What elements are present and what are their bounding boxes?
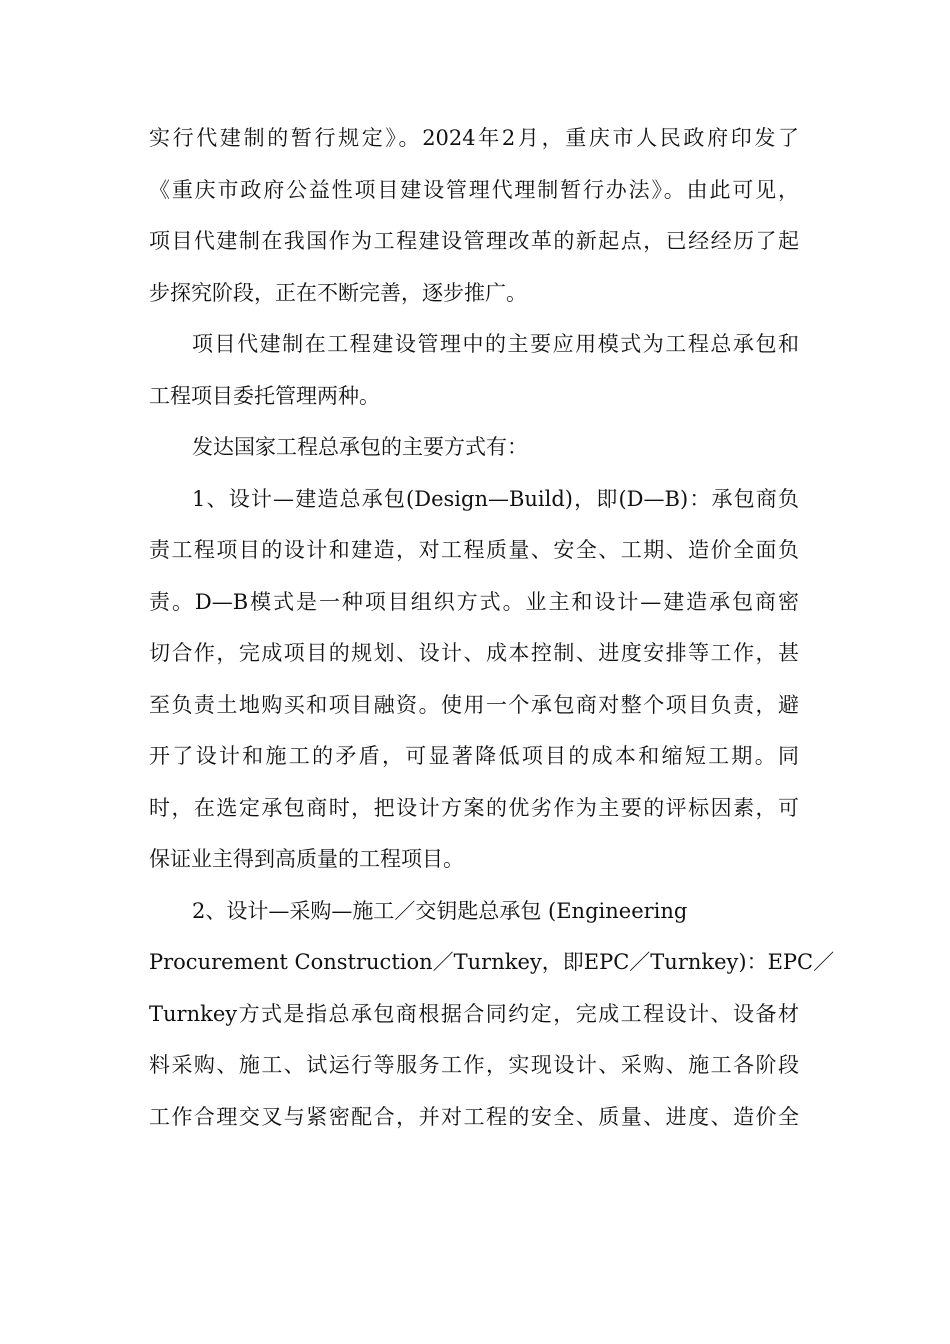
text-line: 责。D—B模式是一种项目组织方式。业主和设计—建造承包商密 bbox=[149, 589, 799, 614]
text-line: Turnkey方式是指总承包商根据合同约定，完成工程设计、设备材 bbox=[149, 1001, 799, 1026]
text-line: 实行代建制的暂行规定》。2024年2月，重庆市人民政府印发了 bbox=[149, 126, 799, 150]
text-line: 项目代建制在我国作为工程建设管理改革的新起点，已经经历了起 bbox=[149, 229, 799, 253]
text-line: 切合作，完成项目的规划、设计、成本控制、进度安排等工作，甚 bbox=[149, 641, 799, 665]
document-body bbox=[149, 113, 835, 1143]
list-item-2-first-line: 2、设计—采购—施工／交钥匙总承包 (Engineering bbox=[192, 898, 688, 923]
text-line: Procurement Construction／Turnkey，即EPC／Turnkey)：EPC／ bbox=[149, 950, 835, 974]
text-line: 时，在选定承包商时，把设计方案的优劣作为主要的评标因素，可 bbox=[149, 795, 799, 820]
list-item-1-first-line: 1、设计—建造总承包(Design—Build)，即(D—B)：承包商负 bbox=[192, 486, 799, 511]
text-line: 至负责土地购买和项目融资。使用一个承包商对整个项目负责，避 bbox=[149, 692, 799, 717]
text-line: 保证业主得到高质量的工程项目。 bbox=[149, 847, 464, 871]
paragraph-first-line: 项目代建制在工程建设管理中的主要应用模式为工程总承包和 bbox=[192, 332, 799, 356]
paragraph-first-line: 发达国家工程总承包的主要方式有： bbox=[192, 435, 528, 459]
text-line: 步探究阶段，正在不断完善，逐步推广。 bbox=[149, 280, 527, 305]
text-line: 工程项目委托管理两种。 bbox=[149, 383, 380, 408]
text-line: 《重庆市政府公益性项目建设管理代理制暂行办法》。由此可见， bbox=[149, 177, 799, 202]
text-line: 工作合理交叉与紧密配合，并对工程的安全、质量、进度、造价全 bbox=[149, 1104, 799, 1129]
text-line: 开了设计和施工的矛盾，可显著降低项目的成本和缩短工期。同 bbox=[149, 744, 799, 768]
text-line: 料采购、施工、试运行等服务工作，实现设计、采购、施工各阶段 bbox=[149, 1053, 799, 1077]
text-line: 责工程项目的设计和建造，对工程质量、安全、工期、造价全面负 bbox=[149, 538, 799, 562]
